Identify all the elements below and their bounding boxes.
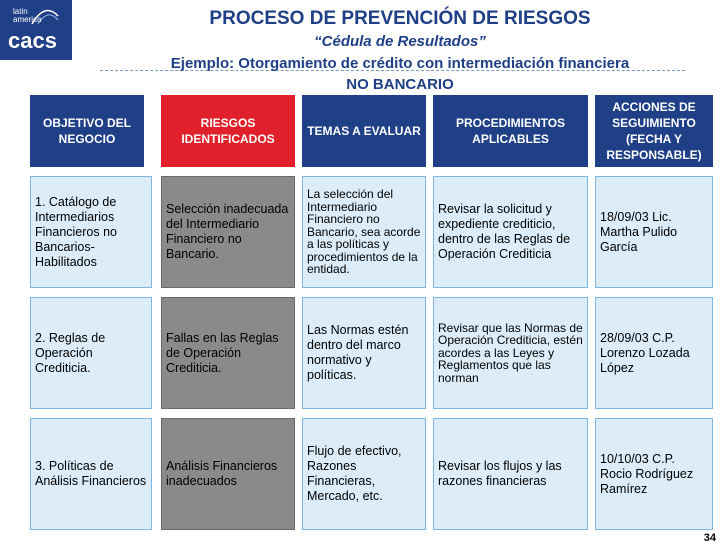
logo-text-america: america <box>13 15 42 24</box>
row1-riesgo: Selección inadecuada del Intermediario Financiero no Bancario. <box>161 176 295 288</box>
row2-procedimientos: Revisar que las Normas de Operación Crediticia, estén acordes a las Leyes y Reglamentos que las norman <box>433 297 588 409</box>
row3-procedimientos: Revisar los flujos y las razones financieras <box>433 418 588 530</box>
row2-acciones: 28/09/03 C.P. Lorenzo Lozada López <box>595 297 713 409</box>
header-objetivo: OBJETIVO DEL NEGOCIO <box>30 95 144 167</box>
row3-temas: Flujo de efectivo, Razones Financieras, Mercado, etc. <box>302 418 426 530</box>
page-subtitle: “Cédula de Resultados” <box>314 33 486 50</box>
row2-objetivo: 2. Reglas de Operación Crediticia. <box>30 297 152 409</box>
row1-objetivo: 1. Catálogo de Intermediarios Financieros no Bancarios- Habilitados <box>30 176 152 288</box>
row2-riesgo: Fallas en las Reglas de Operación Crediticia. <box>161 297 295 409</box>
example-title-line2: NO BANCARIO <box>346 76 454 93</box>
header-temas: TEMAS A EVALUAR <box>302 95 426 167</box>
latin-america-cacs-logo <box>0 0 72 60</box>
header-acciones: ACCIONES DE SEGUIMIENTO (FECHA Y RESPONSABLE) <box>595 95 713 167</box>
row1-procedimientos: Revisar la solicitud y expediente crediticio, dentro de las Reglas de Operación Crediticia <box>433 176 588 288</box>
header-procedimientos: PROCEDIMIENTOS APLICABLES <box>433 95 588 167</box>
example-title-line1: Ejemplo: Otorgamiento de crédito con intermediación financiera <box>170 55 630 72</box>
row1-acciones: 18/09/03 Lic. Martha Pulido García <box>595 176 713 288</box>
page-title: PROCESO DE PREVENCIÓN DE RIESGOS <box>209 8 591 29</box>
row3-objetivo: 3. Políticas de Análisis Financieros <box>30 418 152 530</box>
header-riesgos: RIESGOS IDENTIFICADOS <box>161 95 295 167</box>
page-number: 34 <box>703 532 716 544</box>
logo-text-cacs: cacs <box>8 28 57 53</box>
logo-text-latin: latin <box>13 7 28 16</box>
row3-riesgo: Análisis Financieros inadecuados <box>161 418 295 530</box>
row3-acciones: 10/10/03 C.P. Rocio Rodríguez Ramírez <box>595 418 713 530</box>
row1-temas: La selección del Intermediario Financiero no Bancario, sea acorde a las políticas y procedimientos de la entidad. <box>302 176 426 288</box>
row2-temas: Las Normas estén dentro del marco normativo y políticas. <box>302 297 426 409</box>
